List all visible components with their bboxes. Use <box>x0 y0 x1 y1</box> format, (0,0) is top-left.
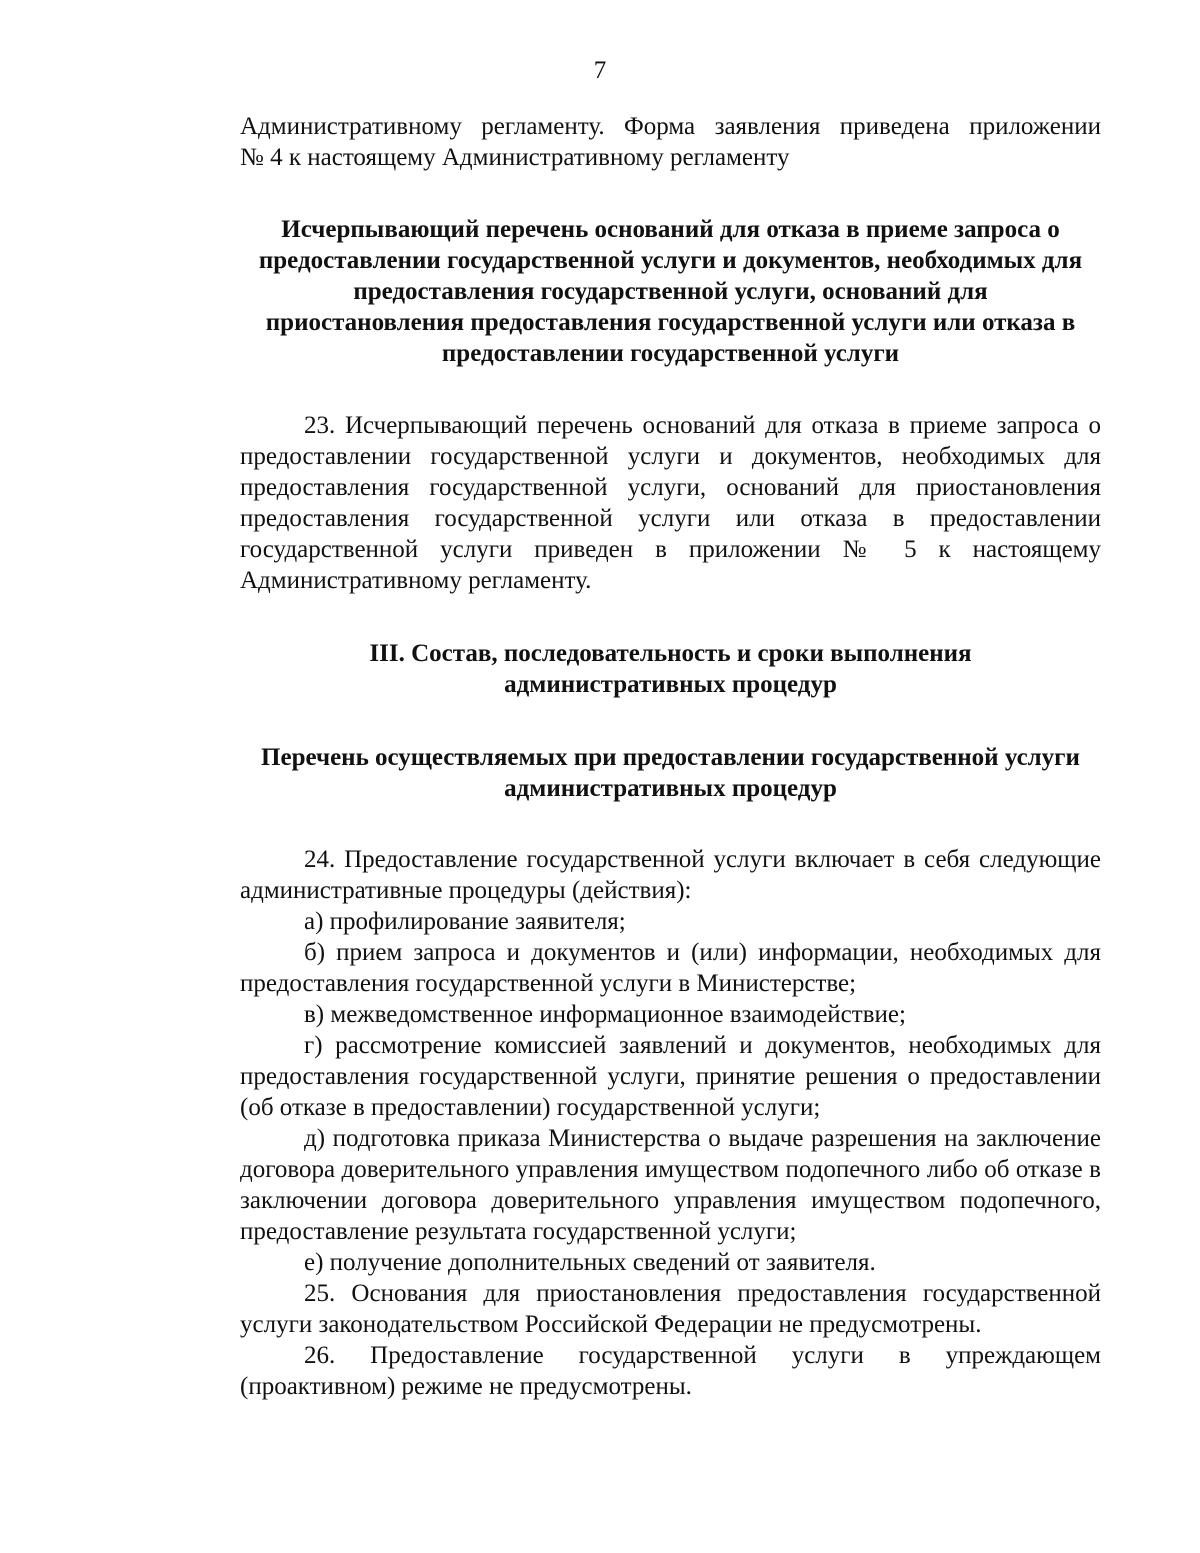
heading-line: административных процедур <box>504 671 837 698</box>
paragraph-25: 25. Основания для приостановления предоставления государственной услуги законодательством Российской Федерации не предусмотрены. <box>240 1280 1101 1338</box>
heading-refusal-grounds <box>240 214 1101 369</box>
section-3-heading <box>240 638 1101 700</box>
heading-line: предоставлении государственной услуги <box>441 340 900 367</box>
heading-line: предоставлении государственной услуги и документов, необходимых для <box>258 247 1083 274</box>
heading-line: Перечень осуществляемых при предоставлении государственной услуги <box>261 744 1080 771</box>
intro-line-1: Административному регламенту. Форма заявления приведена приложении <box>240 113 1101 140</box>
list-item: д) подготовка приказа Министерства о выдаче разрешения на заключение договора доверительного управления имуществом подопечного либо об отказе в заключении договора доверительного управления имуществом подопечного, предоставление результата государственной услуги; <box>240 1125 1101 1245</box>
heading-line: административных процедур <box>504 775 837 802</box>
list-item: а) профилирование заявителя; <box>304 908 626 935</box>
intro-line-2: № 4 к настоящему Административному регламенту <box>240 144 790 171</box>
list-item: б) прием запроса и документов и (или) информации, необходимых для предоставления государственной услуги в Министерстве; <box>240 939 1101 997</box>
document-body <box>240 111 1101 1402</box>
paragraph-24-intro: 24. Предоставление государственной услуги включает в себя следующие административные процедуры (действия): <box>240 846 1101 904</box>
heading-line: приостановления предоставления государственной услуги или отказа в <box>265 309 1076 336</box>
paragraph-23: 23. Исчерпывающий перечень оснований для отказа в приеме запроса о предоставлении государственной услуги и документов, необходимых для предоставления государственной услуги, оснований для приостановления предоставления государственной услуги или отказа в предоставлении государственной услуги приведен в приложении № 5 к настоящему Административному регламенту. <box>240 412 1101 594</box>
heading-line: III. Состав, последовательность и сроки выполнения <box>369 640 972 667</box>
list-item: е) получение дополнительных сведений от заявителя. <box>304 1249 876 1276</box>
intro-paragraph <box>240 111 1101 173</box>
procedures-list-heading <box>240 742 1101 804</box>
list-item: в) межведомственное информационное взаимодействие; <box>304 1001 906 1028</box>
paragraph-24 <box>240 844 1101 1278</box>
list-item: г) рассмотрение комиссией заявлений и документов, необходимых для предоставления государственной услуги, принятие решения о предоставлении (об отказе в предоставлении) государственной услуги; <box>240 1032 1101 1121</box>
heading-line: предоставления государственной услуги, оснований для <box>353 278 988 305</box>
paragraph-26: 26. Предоставление государственной услуги в упреждающем (проактивном) режиме не предусмотрены. <box>240 1342 1101 1400</box>
heading-line: Исчерпывающий перечень оснований для отказа в приеме запроса о <box>281 216 1060 243</box>
page-number: 7 <box>593 57 607 84</box>
